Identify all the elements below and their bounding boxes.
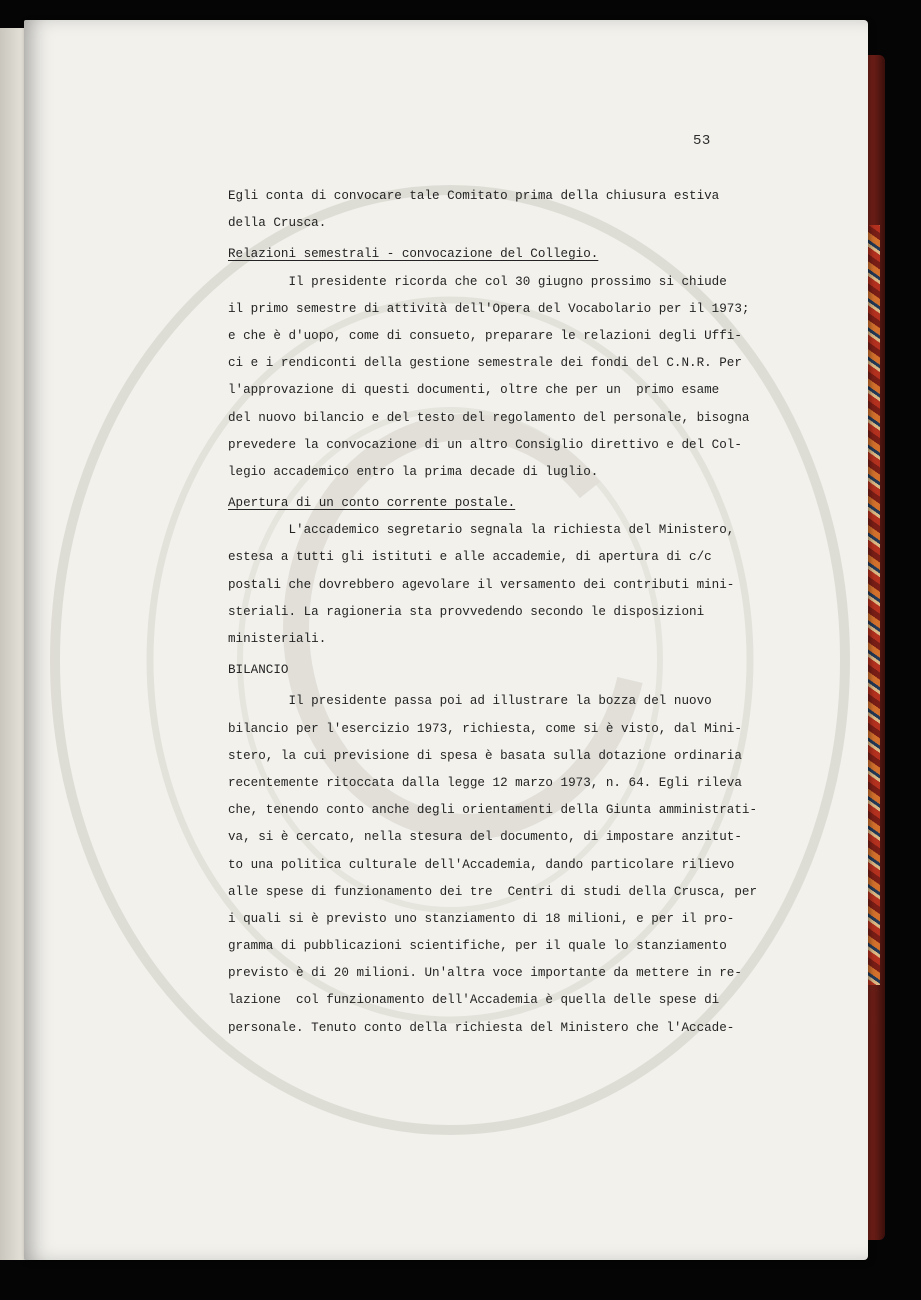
text-line: gramma di pubblicazioni scientifiche, per il quale lo stanziamento — [228, 939, 727, 954]
text-line: lazione col funzionamento dell'Accademia è quella delle spese di — [228, 993, 720, 1008]
text-line: estesa a tutti gli istituti e alle accademie, di apertura di c/c — [228, 550, 712, 565]
text-line: Egli conta di convocare tale Comitato prima della chiusura estiva — [228, 189, 720, 203]
text-line: steriali. La ragioneria sta provvedendo secondo le disposizioni — [228, 604, 705, 619]
text-line: previsto è di 20 milioni. Un'altra voce importante da mettere in re- — [228, 966, 742, 981]
text-line: to una politica culturale dell'Accademia, dando particolare rilievo — [228, 857, 735, 872]
text-line: Il presidente passa poi ad illustrare la bozza del nuovo — [228, 694, 712, 709]
heading-apertura: Apertura di un conto corrente postale. — [228, 496, 516, 511]
text-line: del nuovo bilancio e del testo del regolamento del personale, bisogna — [228, 410, 750, 425]
text-line: legio accademico entro la prima decade di luglio. — [228, 464, 599, 479]
heading-relazioni: Relazioni semestrali - convocazione del Collegio. — [228, 247, 599, 262]
text-line: personale. Tenuto conto della richiesta del Ministero che l'Accade- — [228, 1020, 735, 1035]
page-number: 53 — [693, 133, 711, 149]
text-line: prevedere la convocazione di un altro Consiglio direttivo e del Col- — [228, 437, 742, 452]
marbled-endpaper — [866, 225, 880, 985]
text-line: i quali si è previsto uno stanziamento di 18 milioni, e per il pro- — [228, 911, 735, 926]
text-line: della Crusca. — [228, 216, 327, 231]
text-line: e che è d'uopo, come di consueto, preparare le relazioni degli Uffi- — [228, 328, 742, 343]
text-line: stero, la cui previsione di spesa è basata sulla dotazione ordinaria — [228, 748, 742, 763]
text-line: ministeriali. — [228, 632, 327, 646]
text-line: il primo semestre di attività dell'Opera del Vocabolario per il 1973; — [228, 301, 750, 316]
text-line: alle spese di funzionamento dei tre Centri di studi della Crusca, per — [228, 884, 758, 899]
text-line: L'accademico segretario segnala la richiesta del Ministero, — [228, 523, 735, 538]
text-line: l'approvazione di questi documenti, oltre che per un primo esame — [228, 383, 720, 398]
text-line: che, tenendo conto anche degli orientamenti della Giunta amministrati- — [228, 803, 758, 818]
text-line: va, si è cercato, nella stesura del documento, di impostare anzitut- — [228, 830, 742, 845]
text-line: bilancio per l'esercizio 1973, richiesta, come si è visto, dal Mini- — [228, 721, 742, 736]
text-line: recentemente ritoccata dalla legge 12 marzo 1973, n. 64. Egli rileva — [228, 775, 742, 790]
document-body — [228, 183, 773, 1042]
text-line: postali che dovrebbero agevolare il versamento dei contributi mini- — [228, 577, 735, 592]
section-heading — [228, 490, 773, 517]
text-line: ci e i rendiconti della gestione semestrale dei fondi del C.N.R. Per — [228, 356, 742, 371]
section-heading-bilancio: BILANCIO — [228, 663, 289, 678]
section-heading — [228, 241, 773, 268]
text-line: Il presidente ricorda che col 30 giugno prossimo si chiude — [228, 274, 727, 289]
